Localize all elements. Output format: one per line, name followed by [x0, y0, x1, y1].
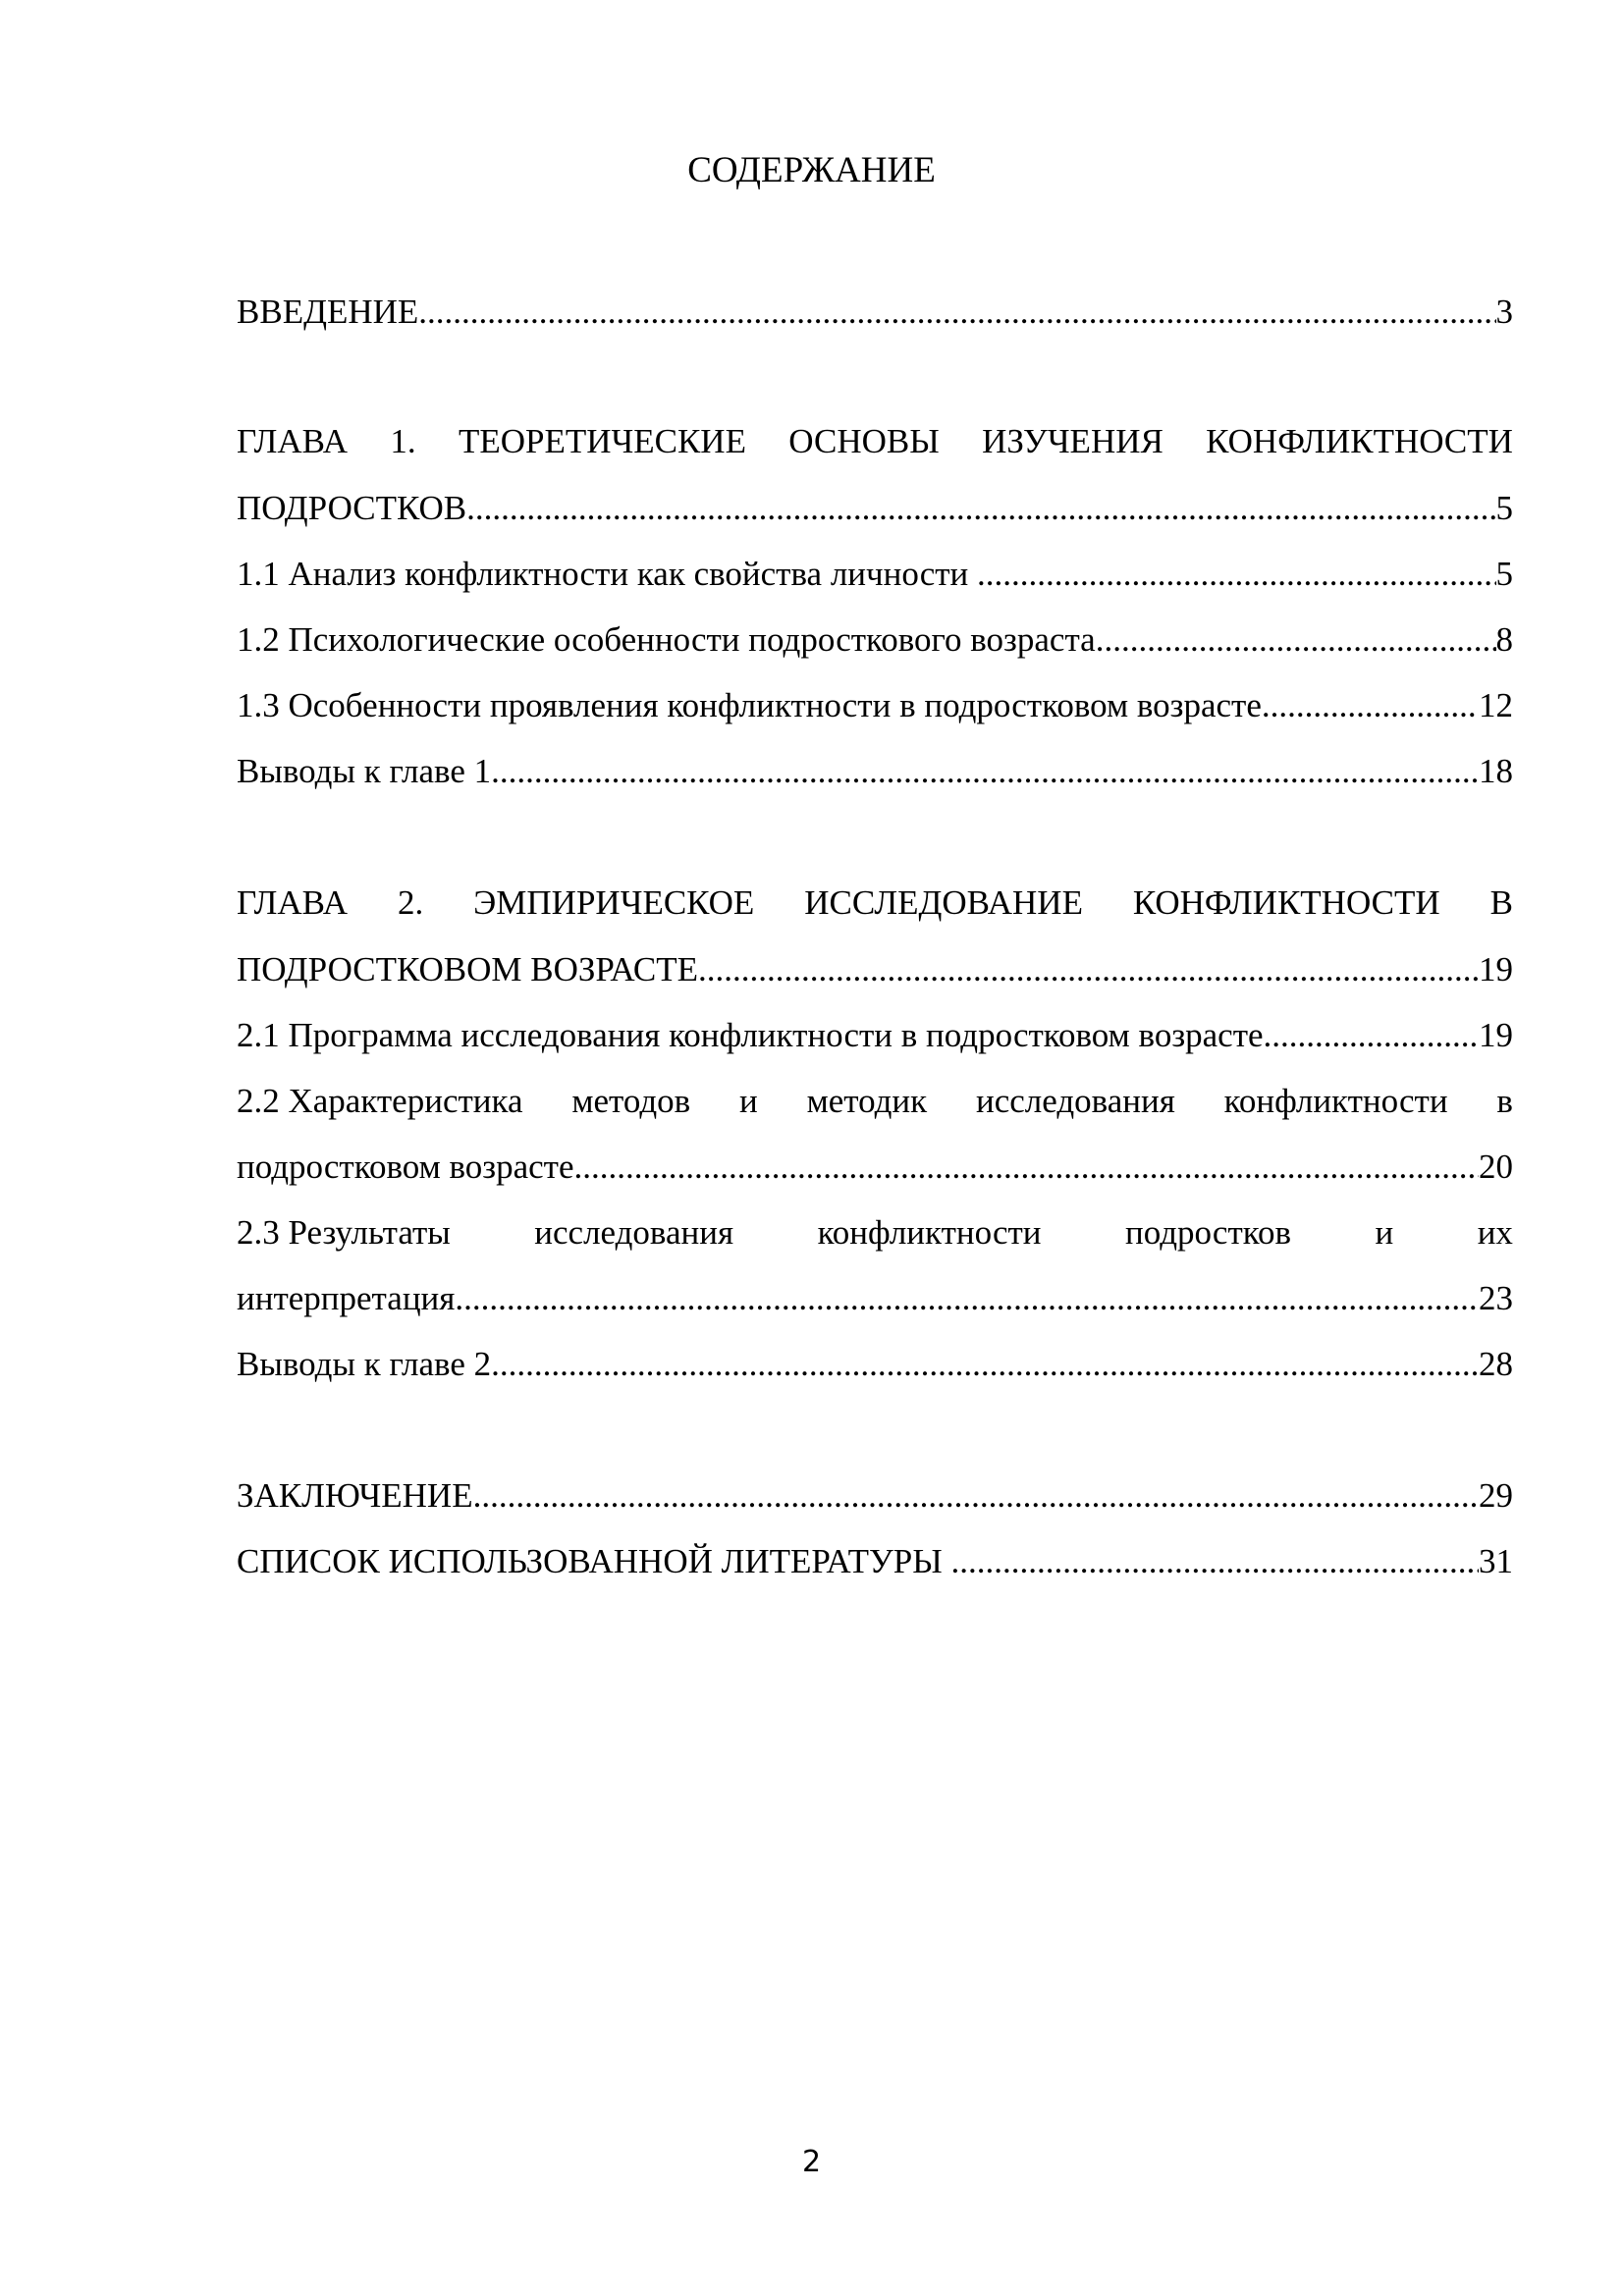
toc-entry-text: Выводы к главе 2	[237, 1345, 492, 1383]
entry-word: в	[1496, 1082, 1513, 1120]
toc-entry-page: 5	[1495, 489, 1513, 527]
heading-word: ГЛАВА	[237, 422, 349, 460]
dot-leader	[491, 750, 1479, 793]
dot-leader	[1096, 618, 1496, 662]
toc-entry-1-3	[237, 684, 1513, 727]
dot-leader	[473, 1474, 1479, 1518]
entry-word: конфликтности	[1223, 1082, 1448, 1120]
dot-leader	[950, 1540, 1479, 1583]
toc-entry-conclusion	[237, 1474, 1513, 1518]
toc-entry-2-2	[237, 1146, 1513, 1189]
toc-entry-chapter-1	[237, 487, 1513, 530]
dot-leader	[574, 1146, 1480, 1189]
toc-entry-1-2	[237, 618, 1513, 662]
page-number: 2	[801, 2145, 822, 2179]
toc-entry-text: ВВЕДЕНИЕ	[237, 293, 419, 331]
toc-entry-page: 3	[1495, 293, 1513, 331]
toc-entry-2-3-line-1	[237, 1211, 1513, 1255]
dot-leader	[1262, 684, 1479, 727]
toc-entry-2-2-line-1	[237, 1080, 1513, 1123]
toc-entry-intro	[237, 291, 1513, 334]
entry-word: их	[1477, 1213, 1513, 1252]
toc-entry-chapter-2	[237, 948, 1513, 991]
toc-entry-page: 20	[1479, 1148, 1513, 1186]
heading-word: 2.	[397, 883, 424, 922]
entry-word: методик	[806, 1082, 928, 1120]
entry-word: и	[1375, 1213, 1394, 1252]
dot-leader	[418, 291, 1495, 334]
heading-word: ГЛАВА	[237, 883, 349, 922]
toc-entry-text: 1.3 Особенности проявления конфликтности в подростковом возрасте	[237, 686, 1262, 724]
dot-leader	[698, 948, 1479, 991]
toc-entry-text: СПИСОК ИСПОЛЬЗОВАННОЙ ЛИТЕРАТУРЫ	[237, 1542, 951, 1580]
heading-word: ТЕОРЕТИЧЕСКИЕ	[458, 422, 746, 460]
heading-word: ОСНОВЫ	[788, 422, 940, 460]
toc-entry-text: подростковом возрасте	[237, 1148, 574, 1186]
toc-entry-summary-1	[237, 750, 1513, 793]
entry-word: исследования	[975, 1082, 1175, 1120]
entry-word: и	[739, 1082, 758, 1120]
heading-word: ИЗУЧЕНИЯ	[982, 422, 1163, 460]
toc-entry-summary-2	[237, 1343, 1513, 1386]
chapter-2-heading	[237, 881, 1513, 925]
toc-entry-references	[237, 1540, 1513, 1583]
toc-entry-text: ПОДРОСТКОВ	[237, 489, 467, 527]
chapter-1-heading	[237, 420, 1513, 463]
dot-leader	[491, 1343, 1479, 1386]
entry-word: конфликтности	[817, 1213, 1042, 1252]
entry-word: 2.3 Результаты	[237, 1213, 451, 1252]
toc-entry-page: 5	[1495, 555, 1513, 593]
dot-leader	[977, 553, 1495, 596]
heading-word: КОНФЛИКТНОСТИ	[1132, 883, 1440, 922]
heading-word: 1.	[390, 422, 416, 460]
heading-word: ЭМПИРИЧЕСКОЕ	[473, 883, 755, 922]
toc-entry-text: 1.1 Анализ конфликтности как свойства личности	[237, 555, 978, 593]
entry-word: подростков	[1125, 1213, 1291, 1252]
toc-entry-text: 1.2 Психологические особенности подросткового возраста	[237, 620, 1096, 659]
toc-entry-2-3	[237, 1277, 1513, 1320]
toc-entry-page: 18	[1479, 752, 1513, 790]
toc-entry-text: интерпретация	[237, 1279, 456, 1317]
entry-word: 2.2 Характеристика	[237, 1082, 523, 1120]
toc-entry-1-1	[237, 553, 1513, 596]
toc-entry-text: ПОДРОСТКОВОМ ВОЗРАСТЕ	[237, 950, 699, 988]
toc-entry-page: 8	[1495, 620, 1513, 659]
heading-word: В	[1489, 883, 1513, 922]
toc-entry-text: ЗАКЛЮЧЕНИЕ	[237, 1476, 473, 1515]
toc-entry-page: 23	[1479, 1279, 1513, 1317]
entry-word: методов	[571, 1082, 691, 1120]
entry-word: исследования	[534, 1213, 734, 1252]
heading-word: КОНФЛИКТНОСТИ	[1206, 422, 1513, 460]
toc-entry-page: 12	[1479, 686, 1513, 724]
heading-word: ИССЛЕДОВАНИЕ	[804, 883, 1083, 922]
toc-entry-page: 28	[1479, 1345, 1513, 1383]
toc-entry-page: 31	[1479, 1542, 1513, 1580]
toc-entry-page: 19	[1479, 1016, 1513, 1054]
dot-leader	[1264, 1014, 1479, 1057]
toc-entry-text: 2.1 Программа исследования конфликтности в подростковом возрасте	[237, 1016, 1264, 1054]
dot-leader	[466, 487, 1495, 530]
toc-entry-page: 29	[1479, 1476, 1513, 1515]
toc-title: СОДЕРЖАНИЕ	[687, 150, 936, 190]
toc-entry-text: Выводы к главе 1	[237, 752, 492, 790]
toc-entry-page: 19	[1479, 950, 1513, 988]
dot-leader	[455, 1277, 1479, 1320]
toc-entry-2-1	[237, 1014, 1513, 1057]
